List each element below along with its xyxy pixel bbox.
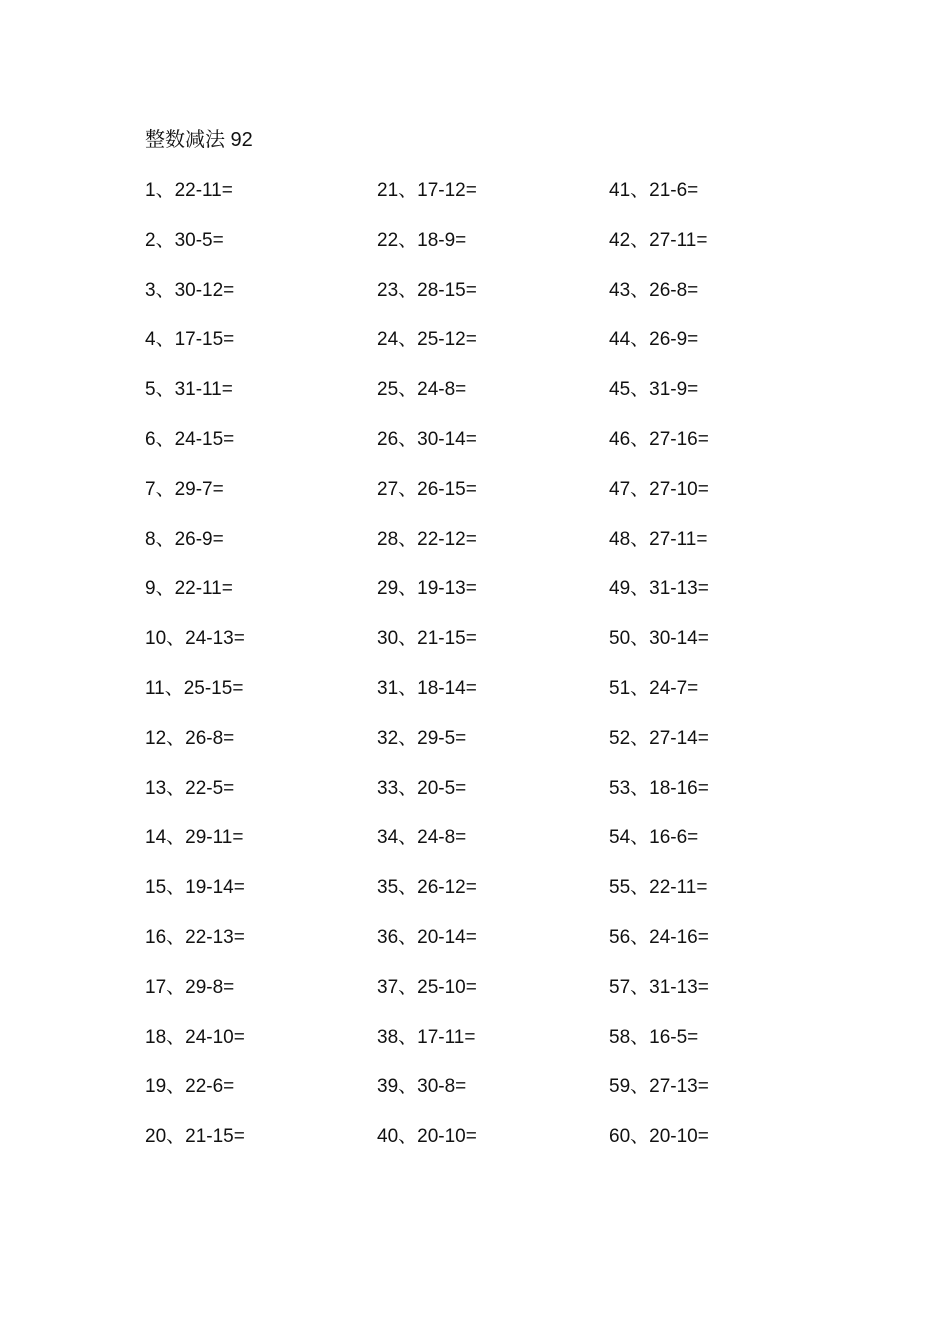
problem-item: 19、22-6= bbox=[145, 1076, 235, 1098]
problem-item: 4、17-15= bbox=[145, 329, 235, 351]
problem-item: 14、29-11= bbox=[145, 827, 244, 849]
problem-item: 30、21-15= bbox=[377, 628, 477, 650]
problem-item: 59、27-13= bbox=[609, 1076, 709, 1098]
problem-item: 17、29-8= bbox=[145, 976, 235, 998]
problem-item: 58、16-5= bbox=[609, 1026, 699, 1048]
problem-item: 13、22-5= bbox=[145, 777, 235, 799]
problem-item: 28、22-12= bbox=[377, 528, 477, 550]
problem-item: 60、20-10= bbox=[609, 1126, 709, 1148]
problem-item: 39、30-8= bbox=[377, 1076, 467, 1098]
problem-item: 37、25-10= bbox=[377, 976, 477, 998]
problem-item: 48、27-11= bbox=[609, 528, 708, 550]
problem-item: 22、18-9= bbox=[377, 229, 467, 251]
problem-item: 16、22-13= bbox=[145, 926, 245, 948]
problem-item: 41、21-6= bbox=[609, 180, 699, 201]
problem-item: 47、27-10= bbox=[609, 478, 709, 500]
problem-item: 7、29-7= bbox=[145, 478, 224, 500]
problem-item: 44、26-9= bbox=[609, 329, 699, 351]
problem-item: 32、29-5= bbox=[377, 727, 467, 749]
problem-item: 34、24-8= bbox=[377, 827, 467, 849]
problem-item: 52、27-14= bbox=[609, 727, 709, 749]
problem-item: 9、22-11= bbox=[145, 578, 233, 600]
problem-item: 21、17-12= bbox=[377, 180, 477, 201]
problem-item: 57、31-13= bbox=[609, 976, 709, 998]
problem-item: 40、20-10= bbox=[377, 1126, 477, 1148]
problem-item: 20、21-15= bbox=[145, 1126, 245, 1148]
problem-item: 45、31-9= bbox=[609, 379, 699, 401]
problem-item: 8、26-9= bbox=[145, 528, 224, 550]
problem-item: 55、22-11= bbox=[609, 877, 708, 899]
problem-item: 35、26-12= bbox=[377, 877, 477, 899]
worksheet-title: 整数减法 92 bbox=[145, 129, 253, 151]
problem-item: 10、24-13= bbox=[145, 628, 245, 650]
problem-item: 5、31-11= bbox=[145, 379, 233, 401]
problem-item: 15、19-14= bbox=[145, 877, 245, 899]
problem-item: 24、25-12= bbox=[377, 329, 477, 351]
problem-item: 56、24-16= bbox=[609, 926, 709, 948]
problem-item: 43、26-8= bbox=[609, 279, 699, 301]
problem-item: 33、20-5= bbox=[377, 777, 467, 799]
problem-item: 6、24-15= bbox=[145, 428, 235, 450]
problem-grid bbox=[145, 177, 841, 1173]
problem-item: 27、26-15= bbox=[377, 478, 477, 500]
problem-item: 54、16-6= bbox=[609, 827, 699, 849]
problem-item: 49、31-13= bbox=[609, 578, 709, 600]
problem-item: 12、26-8= bbox=[145, 727, 235, 749]
problem-item: 11、25-15= bbox=[145, 677, 244, 699]
problem-item: 38、17-11= bbox=[377, 1026, 476, 1048]
problem-item: 50、30-14= bbox=[609, 628, 709, 650]
problem-item: 3、30-12= bbox=[145, 279, 235, 301]
problem-item: 29、19-13= bbox=[377, 578, 477, 600]
problem-item: 23、28-15= bbox=[377, 279, 477, 301]
problem-item: 31、18-14= bbox=[377, 677, 477, 699]
problem-item: 46、27-16= bbox=[609, 428, 709, 450]
problem-item: 2、30-5= bbox=[145, 229, 224, 251]
problem-item: 36、20-14= bbox=[377, 926, 477, 948]
problem-item: 53、18-16= bbox=[609, 777, 709, 799]
problem-item: 18、24-10= bbox=[145, 1026, 245, 1048]
problem-item: 1、22-11= bbox=[145, 180, 233, 201]
problem-item: 26、30-14= bbox=[377, 428, 477, 450]
problem-item: 51、24-7= bbox=[609, 677, 699, 699]
problem-item: 25、24-8= bbox=[377, 379, 467, 401]
problem-item: 42、27-11= bbox=[609, 229, 708, 251]
